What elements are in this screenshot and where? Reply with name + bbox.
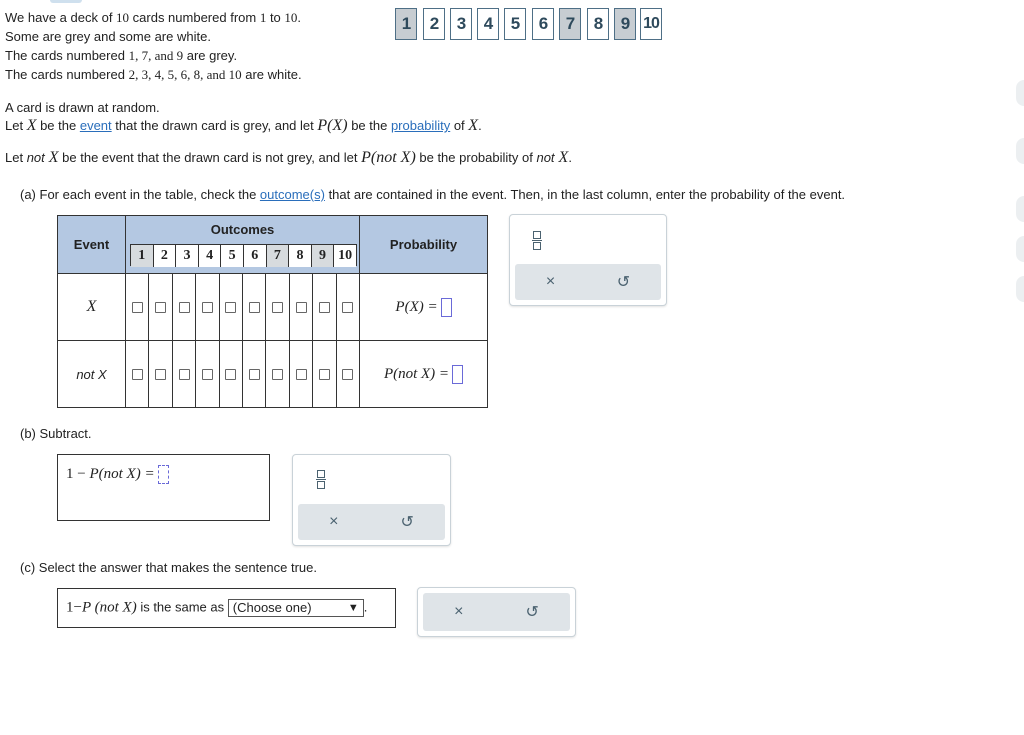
row-not-x-outcomes [126,341,359,407]
x-checkbox-8[interactable] [296,302,307,313]
outcome-number-9: 9 [311,245,334,267]
card-8: 8 [587,8,609,40]
not-x-outcome-cell-10 [336,341,359,407]
side-tab-2[interactable] [1016,138,1024,164]
pnotx-answer-input[interactable] [452,365,463,384]
top-tab-indicator [50,0,82,3]
part-a-toolbar [515,264,661,300]
not-x-checkbox-3[interactable] [179,369,190,380]
reset-icon[interactable]: ↺ [525,604,539,621]
card-6: 6 [532,8,554,40]
x-checkbox-1[interactable] [132,302,143,313]
x-checkbox-5[interactable] [225,302,236,313]
side-tab-5[interactable] [1016,276,1024,302]
card-9: 9 [614,8,636,40]
x-outcome-cell-1 [126,274,148,340]
card-10: 10 [640,8,662,40]
not-x-checkbox-8[interactable] [296,369,307,380]
let-x-text: Let X be the event that the drawn card is grey, and let P(X) be the probability of X. [5,117,482,134]
part-c-tool-panel [417,587,576,637]
answer-select[interactable]: (Choose one) ▼ [228,599,364,617]
x-outcome-cell-3 [172,274,195,340]
x-checkbox-2[interactable] [155,302,166,313]
part-b-toolbar [298,504,445,540]
part-c-toolbar [423,593,570,631]
intro-text [5,8,302,84]
outcome-number-2: 2 [153,245,176,267]
part-b-box [57,454,270,521]
card-4: 4 [477,8,499,40]
events-table [57,215,488,408]
x-outcome-cell-4 [195,274,218,340]
x-outcome-cell-8 [289,274,312,340]
not-x-checkbox-7[interactable] [272,369,283,380]
dropdown-arrow-icon: ▼ [347,602,359,614]
outcome-number-3: 3 [175,245,198,267]
clear-icon[interactable]: × [454,603,464,620]
probability-link[interactable]: probability [390,118,451,133]
part-b-label: (b) Subtract. [20,426,92,441]
probability-header: Probability [360,216,488,274]
x-outcome-cell-2 [148,274,171,340]
row-not-x-probability: P(not X) = [360,341,488,408]
intro-line-2: Some are grey and some are white. [5,29,211,44]
card-1: 1 [395,8,417,40]
px-answer-input[interactable] [441,298,452,317]
outcome-number-7: 7 [266,245,289,267]
x-outcome-cell-10 [336,274,359,340]
drawn-text: A card is drawn at random. [5,100,160,115]
reset-icon[interactable]: ↺ [400,514,414,531]
side-tab-4[interactable] [1016,236,1024,262]
not-x-checkbox-6[interactable] [249,369,260,380]
side-tab-1[interactable] [1016,80,1024,106]
not-x-outcome-cell-2 [148,341,171,407]
not-x-outcome-cell-4 [195,341,218,407]
part-a-instructions: (a) For each event in the table, check the outcome(s) that are contained in the event. Then, in the last column, enter the probability of the event. [20,187,846,202]
part-b-answer-input[interactable] [158,465,169,484]
outcomes-header: Outcomes 1 2 3 4 5 6 7 8 9 10 [126,216,360,274]
row-x-outcomes [126,274,359,340]
x-outcome-cell-9 [312,274,335,340]
outcome-number-6: 6 [243,245,266,267]
outcomes-link[interactable]: outcome(s) [259,187,325,202]
outcome-number-5: 5 [220,245,243,267]
not-x-outcome-cell-5 [219,341,242,407]
not-x-outcome-cell-6 [242,341,265,407]
fraction-icon[interactable] [532,231,542,250]
event-link[interactable]: event [79,118,112,133]
clear-icon[interactable]: × [545,273,556,290]
part-b-expression: 1 − P(not X) = [66,465,169,484]
card-7: 7 [559,8,581,40]
part-b-tool-panel [292,454,451,546]
intro-line-1: We have a deck of 10 cards numbered from 1 to 10. [5,10,302,25]
row-x-probability: P(X) = [360,274,488,341]
not-x-checkbox-5[interactable] [225,369,236,380]
card-2: 2 [423,8,445,40]
let-not-x-text: Let not X be the event that the drawn card is not grey, and let P(not X) be the probability of not X. [5,149,572,166]
x-outcome-cell-6 [242,274,265,340]
part-a-tool-panel [509,214,667,306]
clear-icon[interactable]: × [329,513,339,530]
part-c-sentence: 1−P (not X) is the same as (Choose one) ▼ . [66,599,368,616]
x-checkbox-4[interactable] [202,302,213,313]
fraction-icon[interactable] [316,470,326,489]
not-x-outcome-cell-7 [265,341,288,407]
outcome-number-10: 10 [333,245,356,267]
part-c-label: (c) Select the answer that makes the sentence true. [20,560,317,575]
part-c-box [57,588,396,628]
not-x-outcome-cell-3 [172,341,195,407]
outcome-number-1: 1 [131,245,153,267]
row-not-x-event: not X [58,341,126,408]
not-x-outcome-cell-8 [289,341,312,407]
not-x-checkbox-2[interactable] [155,369,166,380]
not-x-outcome-cell-1 [126,341,148,407]
intro-line-3: The cards numbered 1, 7, and 9 are grey. [5,48,238,63]
row-x-event: X [58,274,126,341]
outcome-number-row [130,244,357,266]
x-outcome-cell-5 [219,274,242,340]
not-x-checkbox-9[interactable] [319,369,330,380]
card-5: 5 [504,8,526,40]
outcome-number-8: 8 [288,245,311,267]
x-checkbox-3[interactable] [179,302,190,313]
card-3: 3 [450,8,472,40]
not-x-checkbox-1[interactable] [132,369,143,380]
outcome-number-4: 4 [198,245,221,267]
not-x-checkbox-10[interactable] [342,369,353,380]
side-tab-3[interactable] [1016,196,1024,222]
intro-line-4: The cards numbered 2, 3, 4, 5, 6, 8, and 10 are white. [5,67,302,82]
not-x-outcome-cell-9 [312,341,335,407]
x-checkbox-10[interactable] [342,302,353,313]
x-checkbox-7[interactable] [272,302,283,313]
event-header: Event [58,216,126,274]
x-outcome-cell-7 [265,274,288,340]
x-checkbox-9[interactable] [319,302,330,313]
x-checkbox-6[interactable] [249,302,260,313]
reset-icon[interactable]: ↺ [616,274,631,291]
not-x-checkbox-4[interactable] [202,369,213,380]
